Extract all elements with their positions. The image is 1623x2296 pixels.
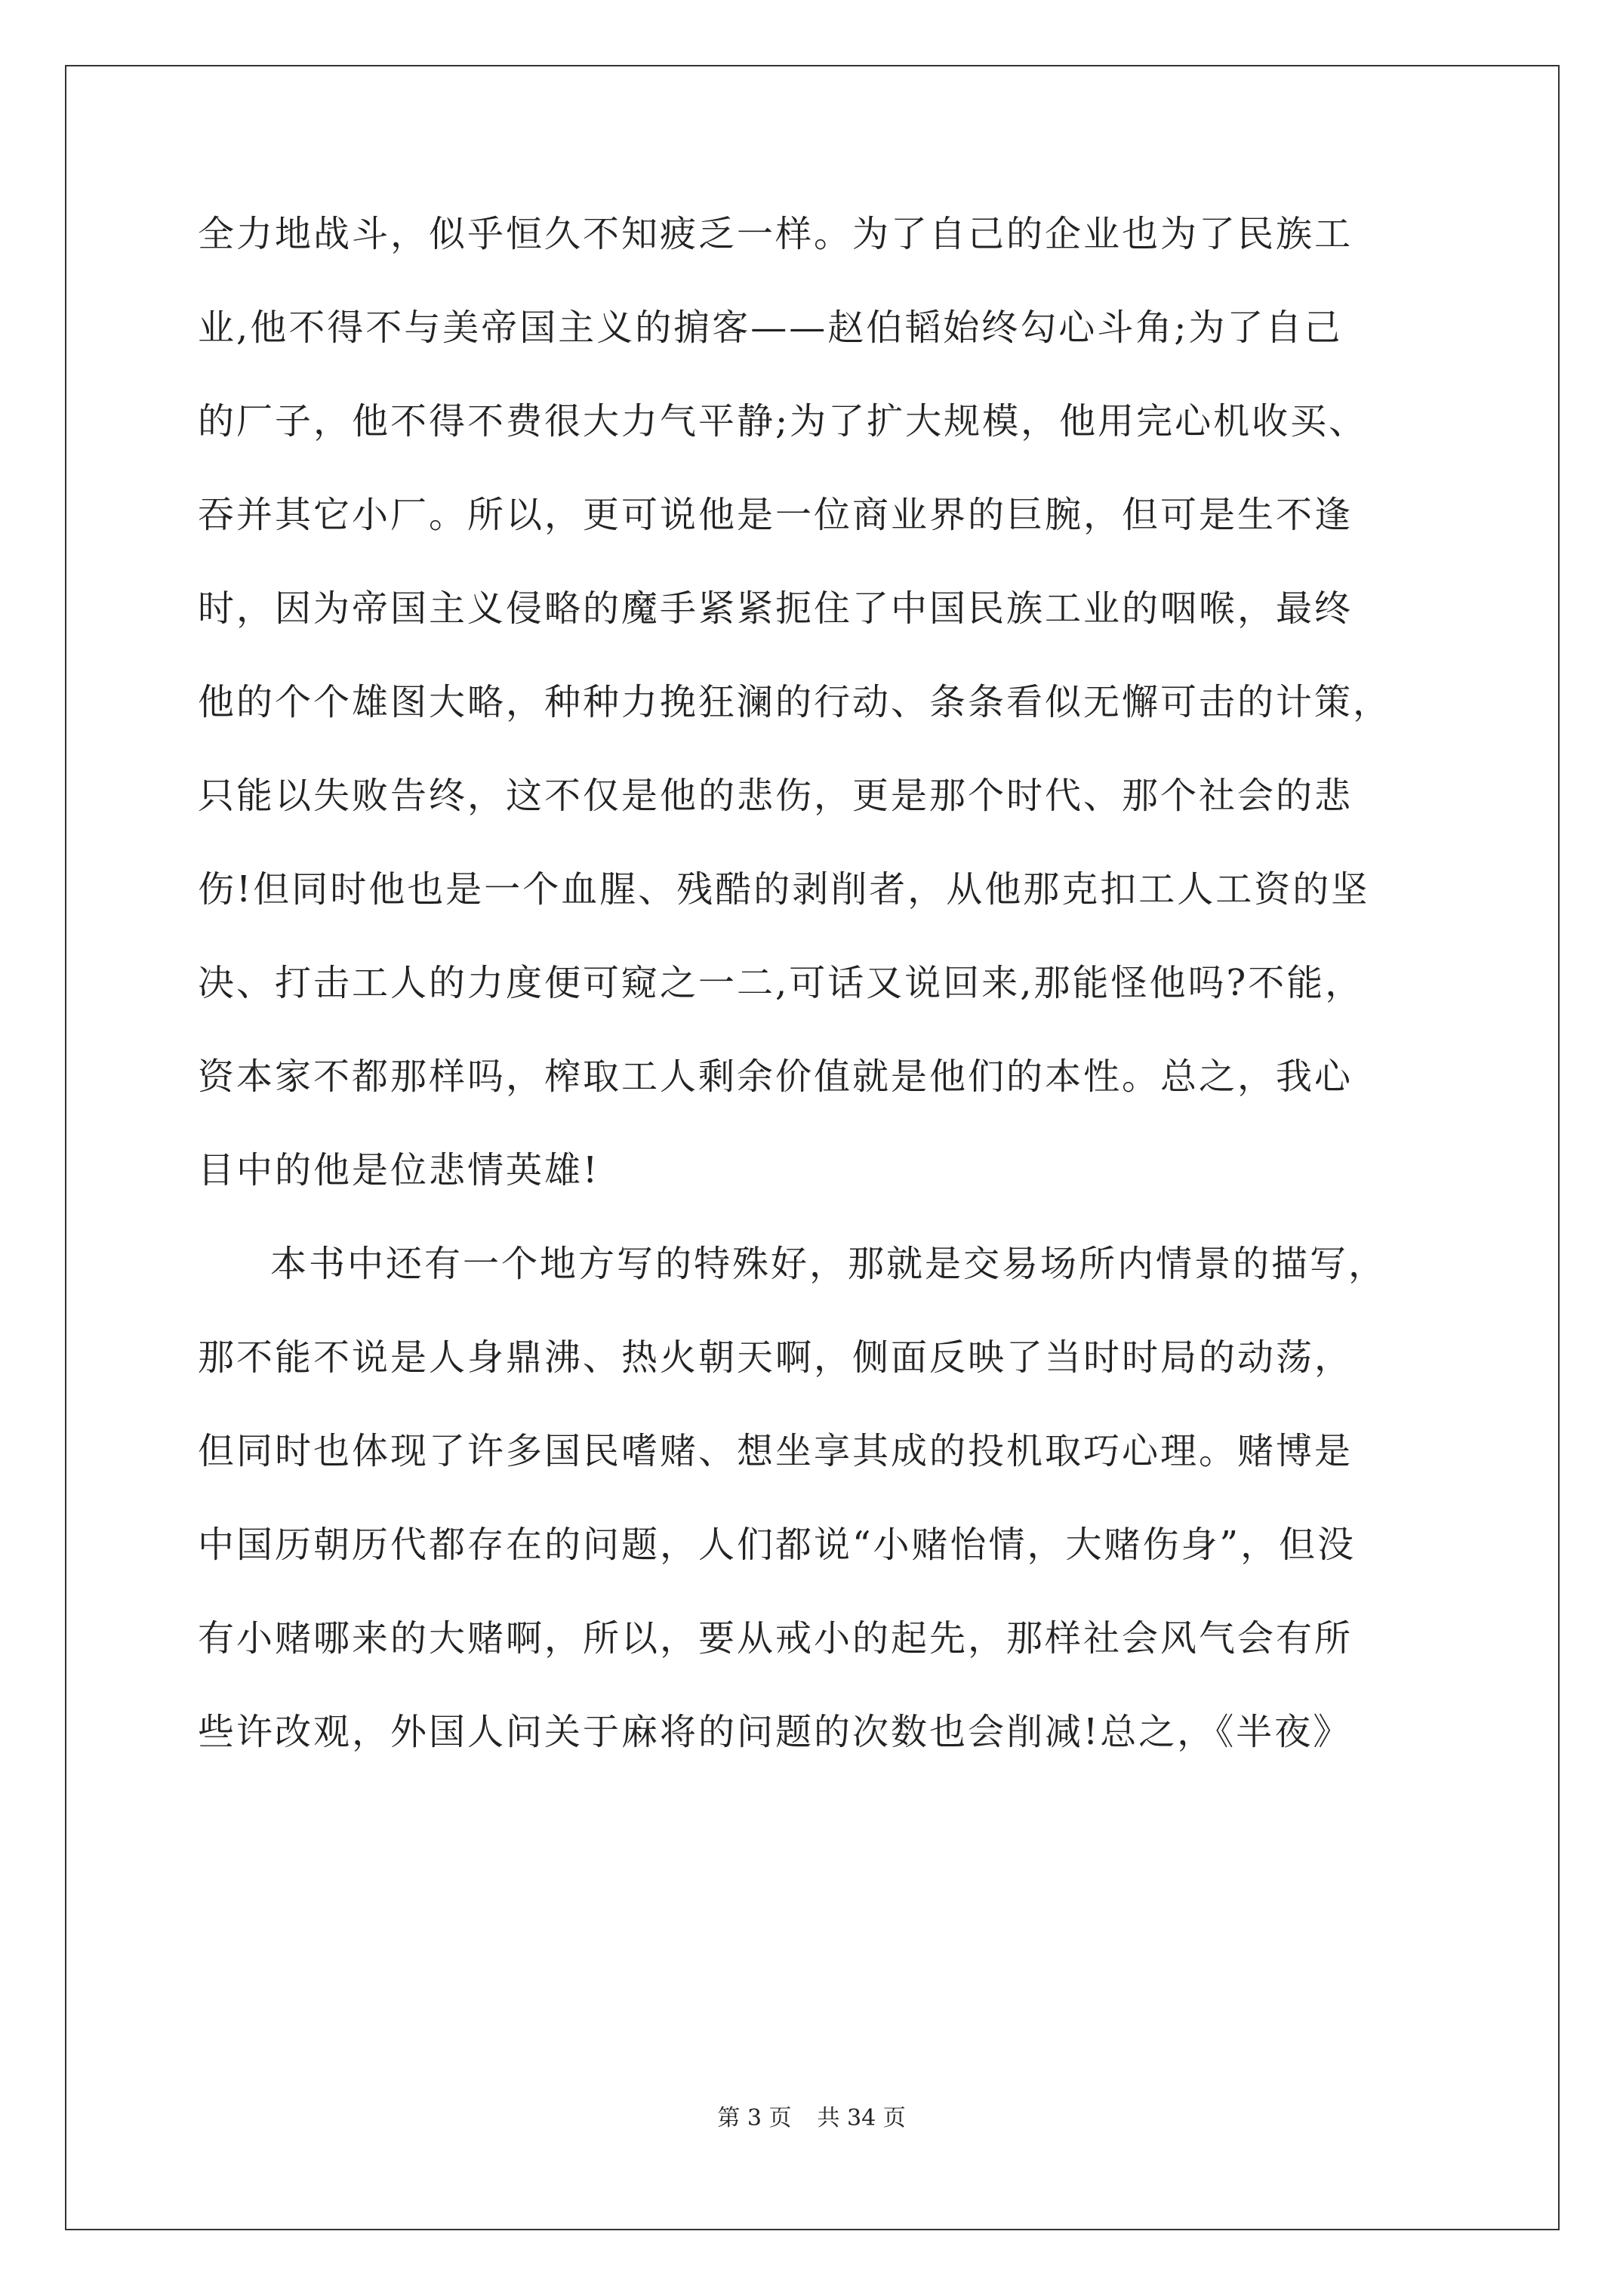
text-line: 但同时也体现了许多国民嗜赌、想坐享其成的投机取巧心理。赌博是 bbox=[198, 1430, 1354, 1472]
page-total: 共 34 页 bbox=[817, 2105, 906, 2131]
text-line: 目中的他是位悲情英雄! bbox=[198, 1149, 600, 1191]
text-line: 中国历朝历代都存在的问题，人们都说“小赌怡情，大赌伤身”，但没 bbox=[198, 1524, 1357, 1566]
text-line: 伤!但同时他也是一个血腥、残酷的剥削者，从他那克扣工人工资的坚 bbox=[198, 868, 1370, 911]
text-line: 时，因为帝国主义侵略的魔手紧紧扼住了中国民族工业的咽喉，最终 bbox=[198, 587, 1354, 630]
text-line: 有小赌哪来的大赌啊，所以，要从戒小的起先，那样社会风气会有所 bbox=[198, 1617, 1354, 1660]
text-line: 吞并其它小厂。所以，更可说他是一位商业界的巨腕，但可是生不逢 bbox=[198, 494, 1354, 536]
text-line: 的厂子，他不得不费很大力气平静;为了扩大规模，他用完心机收买、 bbox=[198, 400, 1368, 442]
text-line: 资本家不都那样吗，榨取工人剩余价值就是他们的本性。总之，我心 bbox=[198, 1056, 1354, 1098]
paragraph-start-line: 本书中还有一个地方写的特殊好，那就是交易场所内情景的描写， bbox=[270, 1243, 1387, 1285]
text-line: 那不能不说是人身鼎沸、热火朝天啊，侧面反映了当时时局的动荡， bbox=[198, 1336, 1354, 1379]
text-line: 决、打击工人的力度便可窥之一二,可话又说回来,那能怪他吗?不能， bbox=[198, 962, 1364, 1004]
text-line: 些许改观，外国人问关于麻将的问题的次数也会削减!总之，《半夜》 bbox=[198, 1711, 1352, 1753]
text-line: 只能以失败告终，这不仅是他的悲伤，更是那个时代、那个社会的悲 bbox=[198, 775, 1354, 817]
page-number: 第 3 页 bbox=[717, 2105, 792, 2131]
text-line: 全力地战斗，似乎恒久不知疲乏一样。为了自己的企业也为了民族工 bbox=[198, 213, 1354, 255]
text-line: 业,他不得不与美帝国主义的掮客——赵伯韬始终勾心斗角;为了自己 bbox=[198, 307, 1343, 349]
body-text bbox=[198, 187, 1436, 1779]
text-line: 他的个个雄图大略，种种力挽狂澜的行动、条条看似无懈可击的计策， bbox=[198, 681, 1392, 723]
page-footer bbox=[0, 2099, 1623, 2132]
